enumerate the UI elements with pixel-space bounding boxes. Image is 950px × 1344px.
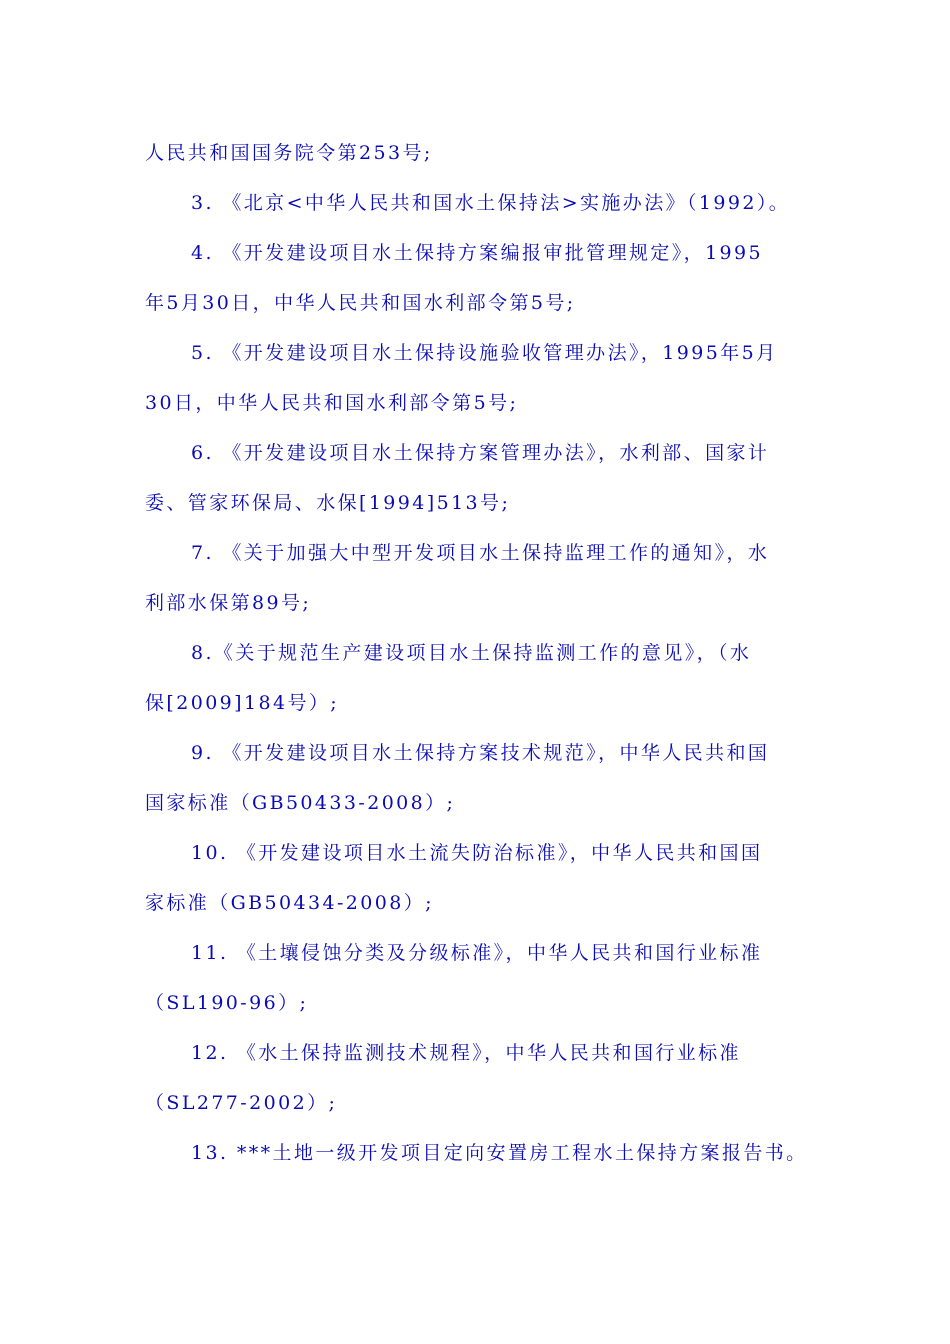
list-line: 保[2009]184号）; bbox=[145, 692, 340, 714]
list-line: 家标准（GB50434-2008）; bbox=[145, 892, 434, 914]
reference-list bbox=[145, 128, 810, 1178]
list-line: 国家标准（GB50433-2008）; bbox=[145, 792, 456, 814]
list-line: 7. 《关于加强大中型开发项目水土保持监理工作的通知》，水 bbox=[191, 542, 770, 564]
list-line: 11. 《土壤侵蚀分类及分级标准》，中华人民共和国行业标准 bbox=[191, 942, 763, 964]
list-line: （SL190-96）; bbox=[145, 992, 309, 1014]
list-line: 人民共和国国务院令第253号; bbox=[145, 142, 433, 164]
list-line: 30日，中华人民共和国水利部令第5号; bbox=[145, 392, 519, 414]
list-line: 利部水保第89号; bbox=[145, 592, 312, 614]
list-line: 年5月30日，中华人民共和国水利部令第5号; bbox=[145, 292, 576, 314]
list-line: 9. 《开发建设项目水土保持方案技术规范》，中华人民共和国 bbox=[191, 742, 770, 764]
list-line: 10. 《开发建设项目水土流失防治标准》，中华人民共和国国 bbox=[191, 842, 763, 864]
list-line: 5. 《开发建设项目水土保持设施验收管理办法》，1995年5月 bbox=[191, 342, 778, 364]
list-line: 3. 《北京<中华人民共和国水土保持法>实施办法》（1992）。 bbox=[191, 192, 791, 214]
list-line: 8.《关于规范生产建设项目水土保持监测工作的意见》，（水 bbox=[191, 642, 752, 664]
list-line: 委、管家环保局、水保[1994]513号; bbox=[145, 492, 511, 514]
list-line: （SL277-2002）; bbox=[145, 1092, 338, 1114]
list-line: 12. 《水土保持监测技术规程》，中华人民共和国行业标准 bbox=[191, 1042, 741, 1064]
list-line: 13. ***土地一级开发项目定向安置房工程水土保持方案报告书。 bbox=[191, 1142, 808, 1164]
list-line: 6. 《开发建设项目水土保持方案管理办法》，水利部、国家计 bbox=[191, 442, 770, 464]
list-line: 4. 《开发建设项目水土保持方案编报审批管理规定》，1995 bbox=[191, 242, 764, 264]
